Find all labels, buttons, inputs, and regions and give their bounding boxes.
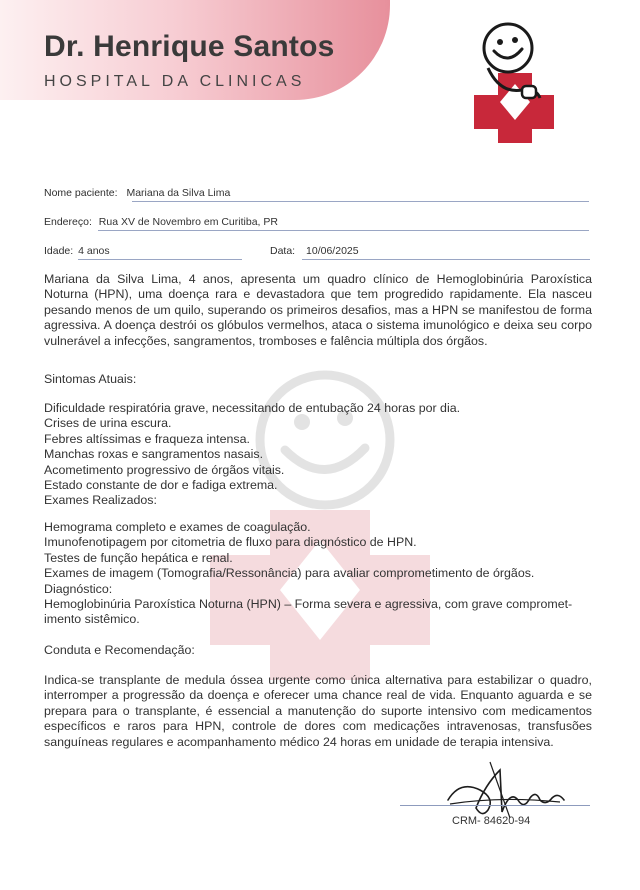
age-value: 4 anos <box>78 245 110 257</box>
list-item: Acometimento progressivo de órgãos vitais. <box>44 462 285 477</box>
exams-list <box>44 520 604 628</box>
list-item: Estado constante de dor e fadiga extrema. <box>44 478 278 493</box>
patient-name-field <box>44 187 589 199</box>
date-label: Data: <box>270 245 296 257</box>
hospital-name: HOSPITAL DA CLINICAS <box>44 73 306 90</box>
list-item: Hemograma completo e exames de coagulação. <box>44 520 311 534</box>
age-label: Idade: <box>44 245 74 257</box>
list-item: Dificuldade respiratória grave, necessitando de entubação 24 horas por dia. <box>44 401 461 415</box>
list-item: Imunofenotipagem por citometria de fluxo para diagnóstico de HPN. <box>44 535 417 550</box>
patient-name-label: Nome paciente: <box>44 187 118 199</box>
conduct-title: Conduta e Recomendação: <box>44 643 195 657</box>
diagnosis-text-line-2: imento sistêmico. <box>44 612 140 627</box>
symptoms-title: Sintomas Atuais: <box>44 372 137 386</box>
list-item: Crises de urina escura. <box>44 416 172 431</box>
diagnosis-title: Diagnóstico: <box>44 581 113 596</box>
smiley-doctor-logo-icon <box>470 18 560 143</box>
list-item: Manchas roxas e sangramentos nasais. <box>44 447 264 462</box>
exams-title: Exames Realizados: <box>44 493 157 508</box>
doctor-name: Dr. Henrique Santos <box>44 30 335 63</box>
list-item: Exames de imagem (Tomografia/Ressonância) para avaliar comprometimento de órgãos. <box>44 566 535 581</box>
diagnosis-text-line-1: Hemoglobinúria Paroxística Noturna (HPN) – Forma severa e agressiva, com grave compromet- <box>44 597 573 612</box>
address-value: Rua XV de Novembro em Curitiba, PR <box>98 216 278 228</box>
conduct-paragraph: Indica-se transplante de medula óssea urgente como única alternativa para estabilizar o quadro, interromper a progressão da doença e oferecer uma chance real de vida. Enquanto aguarda e se prepara para o transplante, é essencial a manutenção do suporte intensivo com medicamentos específicos e raros para HPN, controle de dores com medicações intravenosas, transfusões sanguíneas regulares e acompanhamento médico 24 horas em unidade de terapia intensiva. <box>44 673 592 749</box>
address-field <box>44 216 589 228</box>
date-field <box>270 245 590 257</box>
signature-line <box>400 805 590 806</box>
date-value: 10/06/2025 <box>306 245 359 257</box>
handwritten-signature <box>440 760 570 820</box>
list-item: Testes de função hepática e renal. <box>44 550 233 565</box>
patient-name-value: Mariana da Silva Lima <box>126 187 231 199</box>
address-label: Endereço: <box>44 216 92 228</box>
age-field <box>44 245 242 257</box>
symptoms-list <box>44 401 604 509</box>
list-item: Febres altíssimas e fraqueza intensa. <box>44 431 250 446</box>
intro-paragraph: Mariana da Silva Lima, 4 anos, apresenta um quadro clínico de Hemoglobinúria Paroxística Noturna (HPN), uma doença rara e devastadora que tem progredido rapidamente. Ela nasceu pesando menos de um quilo, superando os primeiros desafios, mas a HPN se manifestou de forma agressiva. A doença destrói os glóbulos vermelhos, ataca o sistema imunológico e deixa seu corpo vulnerável a infecções, sangramentos, tromboses e falência múltipla dos órgãos. <box>44 272 592 348</box>
crm-number: CRM- 84620-94 <box>452 815 531 827</box>
